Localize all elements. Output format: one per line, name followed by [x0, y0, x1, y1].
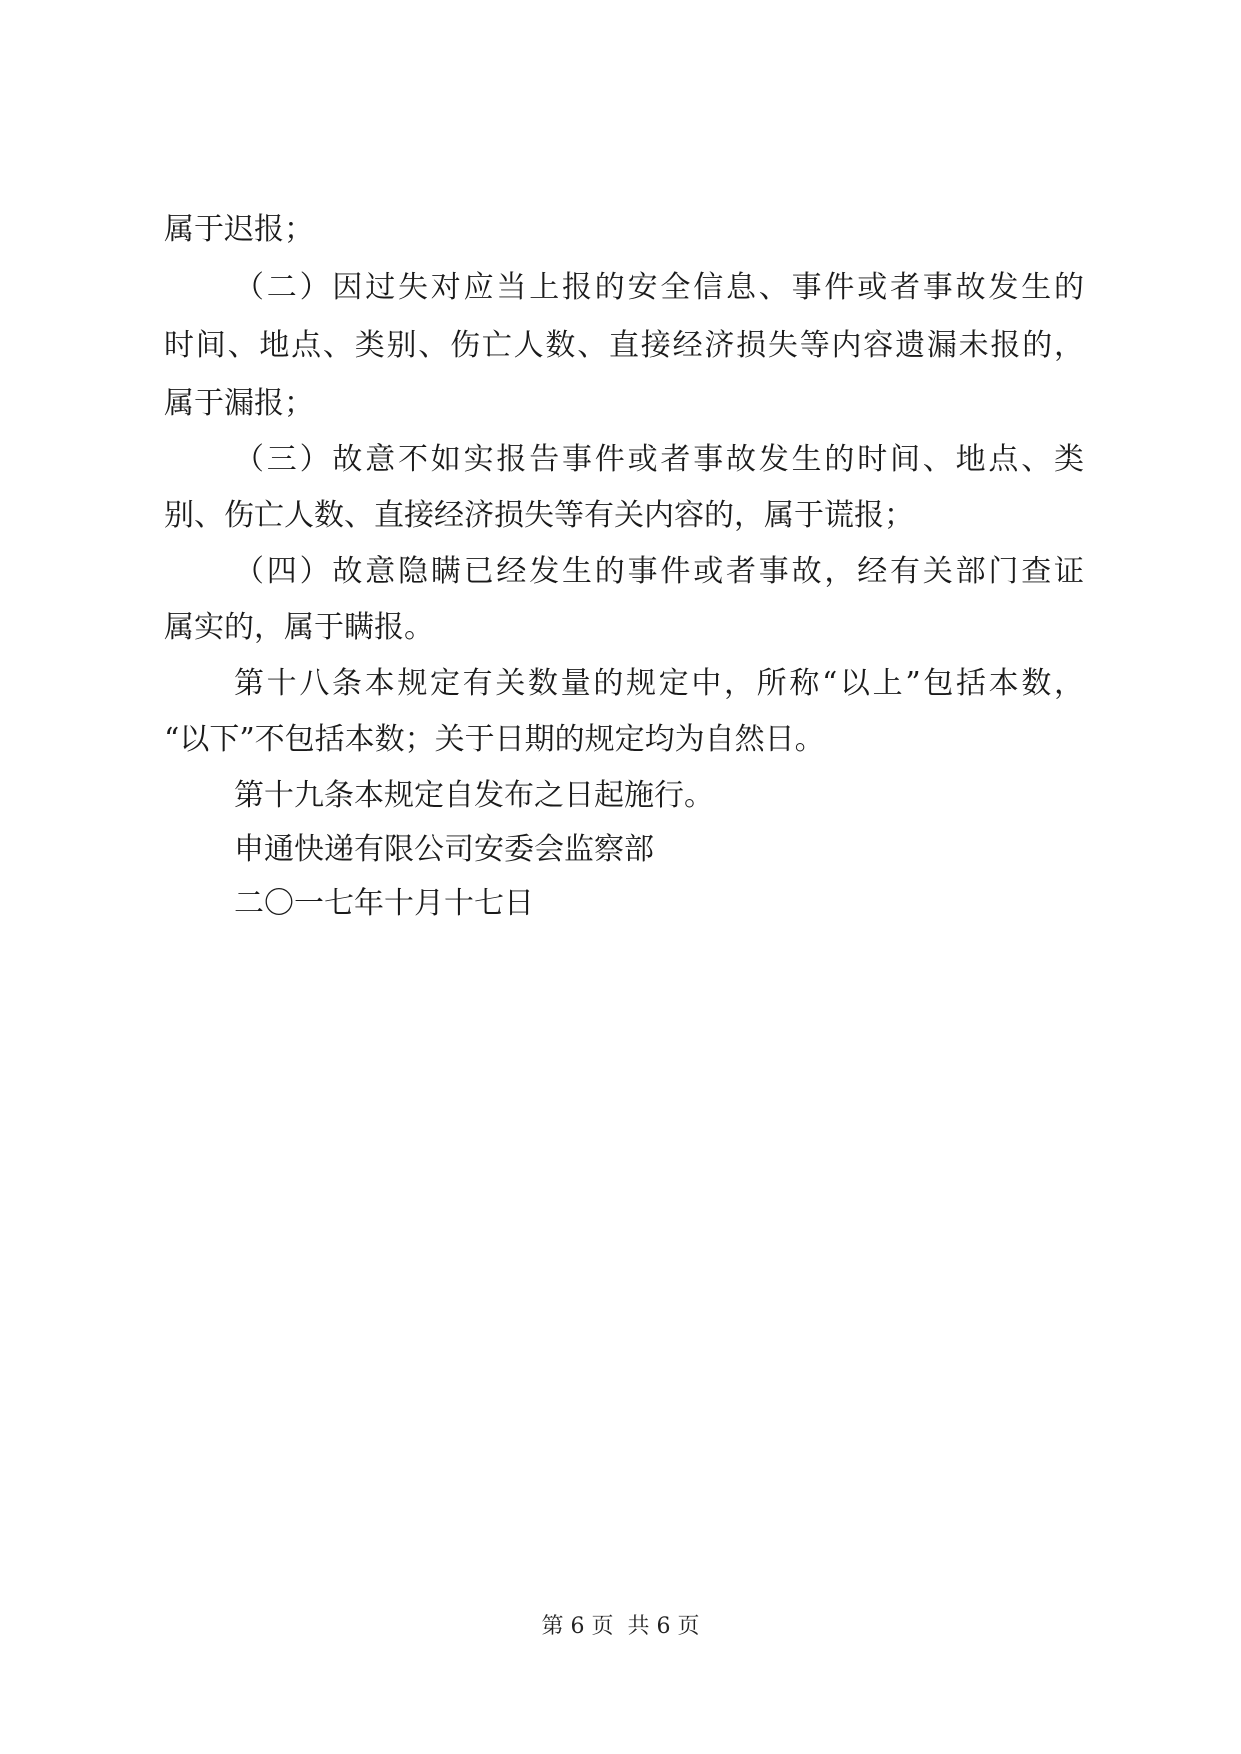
text-line-9: 第十八条本规定有关数量的规定中，所称“以上”包括本数，: [234, 666, 1084, 701]
text-line-1: 属于迟报；: [164, 212, 314, 247]
text-line-7: （四）故意隐瞒已经发生的事件或者事故，经有关部门查证: [234, 554, 1084, 589]
text-line-3: 时间、地点、类别、伤亡人数、直接经济损失等内容遗漏未报的，: [164, 328, 1084, 363]
text-line-13: 二〇一七年十月十七日: [234, 886, 534, 921]
text-line-2: （二）因过失对应当上报的安全信息、事件或者事故发生的: [234, 270, 1084, 305]
text-line-6: 别、伤亡人数、直接经济损失等有关内容的，属于谎报；: [164, 498, 914, 533]
text-line-5: （三）故意不如实报告事件或者事故发生的时间、地点、类: [234, 442, 1084, 477]
text-line-4: 属于漏报；: [164, 386, 314, 421]
page-footer: 第 6 页 共 6 页: [541, 1614, 700, 1639]
text-line-12: 申通快递有限公司安委会监察部: [234, 832, 654, 867]
text-line-10: “以下”不包括本数；关于日期的规定均为自然日。: [164, 722, 825, 757]
text-line-11: 第十九条本规定自发布之日起施行。: [234, 778, 714, 813]
text-line-8: 属实的，属于瞒报。: [164, 610, 434, 645]
